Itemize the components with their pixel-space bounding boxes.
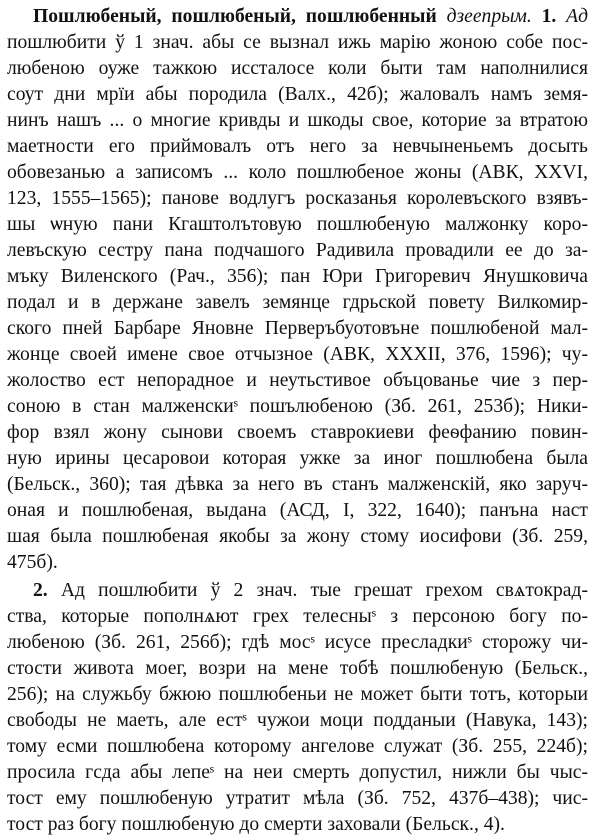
sense-2-line-0: Ад пошлюбити ў 2 знач. тые грешат грехом свѧтокрад-: [60, 580, 588, 601]
sense-2-line-9: тост раз богу пошлюбеную до смерти заховали (Бельск., 4).: [7, 814, 505, 835]
sense-1-line-11: подал и в держане завелъ земянце гдрьской повету Вилкомир-: [7, 292, 588, 313]
sense-1-line-10: мъку Виленского (Рач., 356); пан Юри Григоревич Янушковича: [7, 266, 588, 287]
sense-1-line-0: Ад: [566, 6, 588, 27]
sense-2-line-7: просила гсда абы лепеˢ на неи смерть допустил, нижли бы чыс-: [7, 762, 588, 783]
sense-2-line-2: любеною (Зб. 261, 256б); гдѣ мосˢ исусе пресладкиˢ сторожу чи-: [7, 632, 588, 653]
sense-2-line-8: тост ему пошлюбеную утратит мѣла (Зб. 752, 437б–438); чис-: [7, 788, 588, 809]
sense-2-number: 2.: [33, 580, 48, 601]
sense-1-line-7: 123, 1555–1565); панове водлугъ росказанья королевъского взявъ-: [7, 188, 588, 209]
entry-first-line: [7, 4, 588, 30]
sense-2-line-3: стости живота моег, возри на мене тобѣ пошлюбеную (Бельск.,: [7, 658, 588, 679]
sense-1-line-20: шая была пошлюбеная якобы за жону стому иосифови (Зб. 259,: [7, 526, 588, 547]
entry-sense-2: [7, 578, 588, 838]
sense-1-line-21: 475б).: [7, 552, 58, 573]
sense-2-first-line: [7, 578, 588, 604]
entry-headword: Пошлюбеный, пошлюбеный, пошлюбенный: [33, 6, 437, 27]
sense-1-line-14: жолоство ест непорадное и неутьстивое объцованье чие з пер-: [7, 370, 588, 391]
sense-1-line-4: нинъ нашъ ... о многие кривды и шкоды свое, которие за втратою: [7, 110, 588, 131]
part-of-speech: дзеепрым.: [446, 6, 532, 27]
sense-1-line-16: фор взял жону сынови своемъ ставрокиеви феѳфанию повин-: [7, 422, 588, 443]
sense-1-line-9: левъскую сестру пана подчашого Радивила провадили ее до за-: [7, 240, 588, 261]
sense-1-line-6: обовезанью а записомъ ... коло пошлюбеное жоны (АВК, XXVI,: [7, 162, 588, 183]
sense-2-line-6: тому есми пошлюбена которому ангелове служат (Зб. 255, 224б);: [7, 736, 588, 757]
sense-1-line-15: соною в стан малженскиˢ пошълюбеною (Зб. 261, 253б); Ники-: [7, 396, 588, 417]
entry-sense-1: [7, 4, 588, 576]
sense-1-line-2: любеною оуже тажкою иссталосе коли быти там наполнилися: [7, 58, 588, 79]
sense-1-line-18: (Бельск., 360); тая дѣвка за него въ станъ малженскій, яко заруч-: [7, 474, 588, 495]
sense-1-line-5: маетности его приймовалъ отъ него за невчыненьемъ досыть: [7, 136, 588, 157]
sense-1-line-19: оная и пошлюбеная, выдана (АСД, I, 322, 1640); панъна наст: [7, 500, 588, 521]
sense-2-line-1: ства, которые пополнѧют грех телесныˢ з персоною богу по-: [7, 606, 588, 627]
sense-2-line-4: 256); на служьбу бжюю пошлюбеньи не может быти тотъ, которыи: [7, 684, 588, 705]
sense-1-number: 1.: [541, 6, 557, 27]
sense-1-line-3: соут дни мрїи абы породила (Валх., 42б); жаловалъ намъ земя-: [7, 84, 588, 105]
sense-1-line-13: жонце своей имене свое отчызное (АВК, XXXII, 376, 1596); чу-: [7, 344, 588, 365]
sense-1-line-12: ского пней Барбаре Яновне Перверъбуотовъне пошлюбеной мал-: [7, 318, 588, 339]
sense-2-line-5: свободы не маеть, але естˢ чужои моци подданыи (Навука, 143);: [7, 710, 588, 731]
sense-1-line-8: шы ѡную пани Кгаштолътовую пошлюбеную малжонку коро-: [7, 214, 588, 235]
sense-1-line-1: пошлюбити ў 1 знач. абы се вызнал ижь марію жоною собе пос-: [7, 32, 588, 53]
sense-1-line-17: ную ирины цесаровои которая ужке за иног пошлюбена была: [7, 448, 588, 469]
